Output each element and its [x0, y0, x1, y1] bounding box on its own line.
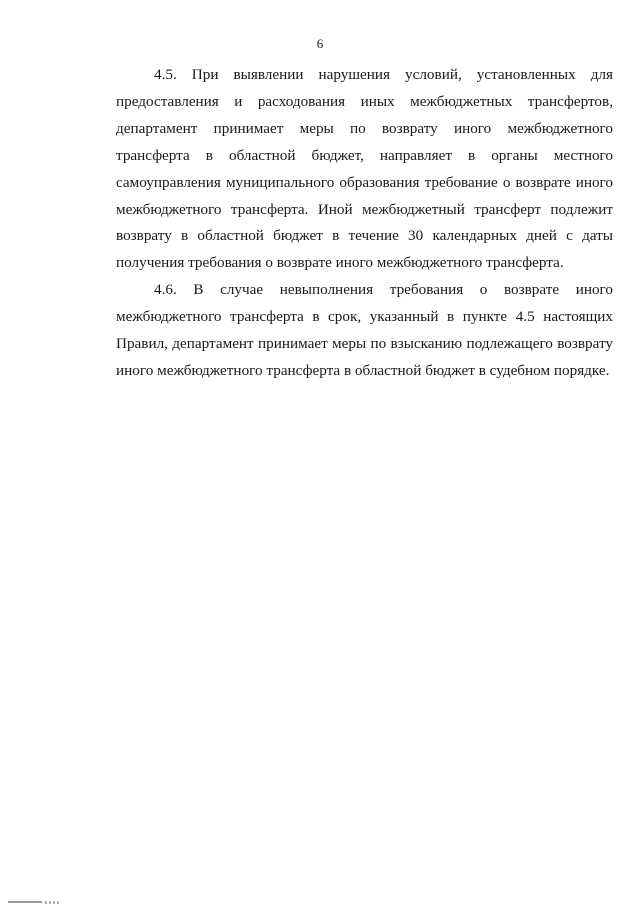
page-number: 6 [316, 36, 324, 51]
paragraph-number: 4.5. [154, 66, 177, 83]
paragraph-4-6 [116, 277, 613, 385]
paragraph-number: 4.6. [154, 281, 177, 299]
paragraph-text: При выявлении нарушения условий, установленных для предоставления и расходования иных межбюджетных трансфертов, департамент принимает меры по возврату иного межбюджетного трансферта в областной бюджет, направляет в органы местного самоуправления муниципального образования требование о возврате иного межбюджетного трансферта. Иной межбюджетный трансферт подлежит возврату в областной бюджет в течение 30 календарных дней с даты получения требования о возврате иного межбюджетного трансферта. [116, 66, 613, 272]
document-body [116, 62, 613, 385]
paragraph-4-5 [116, 62, 613, 277]
scan-edge-dots [45, 901, 61, 904]
paragraph-text: В случае невыполнения требования о возврате иного межбюджетного трансферта в срок, указанный в пункте 4.5 настоящих Правил, департамент принимает меры по взысканию подлежащего возврату иного межбюджетного трансферта в областной бюджет в судебном порядке. [116, 281, 613, 379]
scan-edge-mark [8, 901, 42, 903]
